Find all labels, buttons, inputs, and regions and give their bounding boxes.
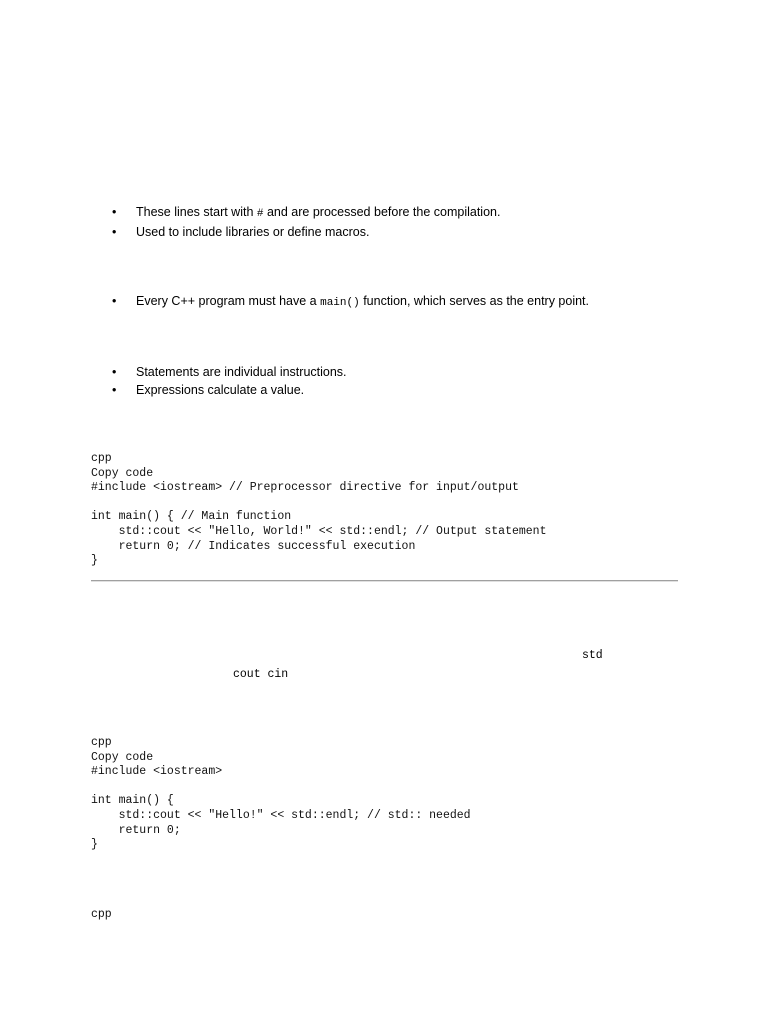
code-line: #include <iostream> — [91, 765, 223, 779]
list-item — [112, 223, 500, 241]
inline-code: # — [256, 208, 264, 220]
bullet-text: and are processed before the compilation. — [263, 205, 501, 219]
bullet-icon: • — [112, 383, 117, 397]
inline-code: main() — [320, 297, 360, 309]
copy-code-button[interactable]: Copy code — [91, 750, 154, 764]
bullet-text: Expressions calculate a value. — [136, 383, 305, 397]
list-item — [112, 381, 347, 399]
code-block-std-namespace — [91, 736, 471, 853]
code-line: int main() { — [91, 794, 174, 808]
code-language-label: cpp — [91, 908, 112, 921]
bullet-text: Used to include libraries or define macros. — [136, 225, 370, 239]
list-item — [112, 292, 589, 312]
code-line: } — [91, 554, 98, 568]
bullet-text: These lines start with — [136, 205, 257, 219]
code-line: #include <iostream> // Preprocessor directive for input/output — [91, 481, 519, 495]
bullet-icon: • — [112, 225, 117, 239]
preprocessor-bullet-list — [112, 203, 500, 241]
bullet-icon: • — [112, 205, 117, 219]
horizontal-divider — [91, 580, 678, 582]
bullet-text: function, which serves as the entry point. — [359, 294, 590, 308]
bullet-icon: • — [112, 365, 117, 379]
statements-bullet-list — [112, 363, 347, 399]
code-line: std::cout << "Hello!" << std::endl; // std:: needed — [91, 808, 471, 822]
bullet-text: Every C++ program must have a — [136, 294, 321, 308]
code-line: std::cout << "Hello, World!" << std::endl; // Output statement — [91, 524, 547, 538]
code-language-label: cpp — [91, 452, 112, 465]
inline-code-cout-cin: cout cin — [233, 668, 289, 681]
code-block-hello-world — [91, 452, 546, 569]
code-line: return 0; — [91, 823, 181, 837]
code-language-label: cpp — [91, 736, 112, 749]
copy-code-button[interactable]: Copy code — [91, 466, 154, 480]
code-block-3 — [91, 908, 112, 923]
inline-code-std: std — [582, 649, 603, 662]
code-line: return 0; // Indicates successful execution — [91, 539, 416, 553]
code-line: int main() { // Main function — [91, 510, 292, 524]
bullet-text: Statements are individual instructions. — [136, 365, 347, 379]
bullet-icon: • — [112, 294, 117, 308]
list-item — [112, 203, 500, 223]
main-function-bullet-list — [112, 292, 589, 312]
code-line: } — [91, 838, 98, 852]
list-item — [112, 363, 347, 381]
